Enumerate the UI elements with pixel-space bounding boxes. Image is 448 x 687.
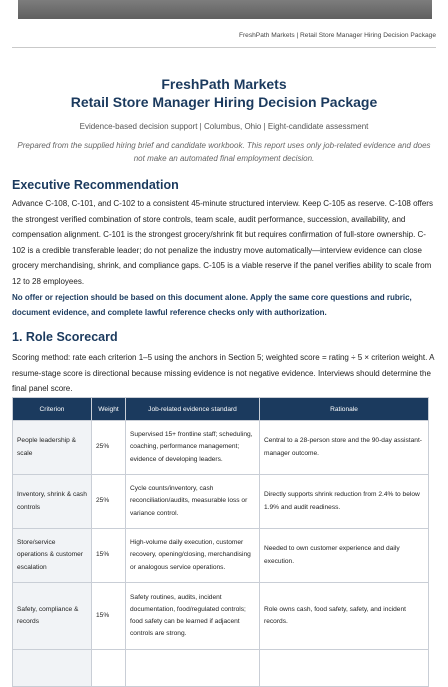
column-header-criterion: Criterion	[13, 398, 92, 421]
table-row	[13, 650, 429, 687]
weight-cell: 25%	[92, 475, 126, 529]
rationale-cell: Needed to own customer experience and daily execution.	[260, 529, 429, 583]
criterion-cell: Inventory, shrink & cash controls	[13, 475, 92, 529]
column-header-standard: Job-related evidence standard	[126, 398, 260, 421]
rationale-cell: Role owns cash, food safety, safety, and incident records.	[260, 583, 429, 650]
weight-cell: 25%	[92, 421, 126, 475]
criterion-cell: Safety, compliance & records	[13, 583, 92, 650]
standard-cell: Supervised 15+ frontline staff; scheduling, coaching, performance management; evidence of developing leaders.	[126, 421, 260, 475]
running-header: FreshPath Markets | Retail Store Manager Hiring Decision Package	[238, 32, 436, 39]
table-header-row	[13, 398, 429, 421]
table-row	[13, 583, 429, 650]
header-divider	[12, 47, 436, 48]
standard-cell: High-volume daily execution, customer recovery, opening/closing, merchandising or analogous service operations.	[126, 529, 260, 583]
weight-cell	[92, 650, 126, 687]
column-header-weight: Weight	[92, 398, 126, 421]
rationale-cell: Central to a 28-person store and the 90-day assistant-manager outcome.	[260, 421, 429, 475]
table-row	[13, 529, 429, 583]
column-header-rationale: Rationale	[260, 398, 429, 421]
criterion-cell	[13, 650, 92, 687]
executive-paragraph: Advance C-108, C-101, and C-102 to a consistent 45-minute structured interview. Keep C-105 as reserve. C-108 offers the strongest verified combination of store controls, team scale, audit performance, succession, availability, and compensation alignment. C-101 is the strongest grocery/shrink fit but requires confirmation of full-store ownership. C-102 is a credible transferable leader; do not penalize the industry move automatically—interview evidence can close grocery merchandising, shrink, and compliance gaps. C-105 is a viable reserve if the panel verifies ability to scale from 12 to 28 employees.	[12, 199, 433, 286]
executive-warning: No offer or rejection should be based on this document alone. Apply the same core questions and rubric, document evidence, and complete lawful reference checks only with authorization.	[12, 293, 412, 317]
table-row	[13, 475, 429, 529]
role-scorecard-table	[12, 397, 429, 687]
prepared-note: Prepared from the supplied hiring brief and candidate workbook. This report uses only job-related evidence and does not make an automated final employment decision.	[17, 141, 431, 163]
rationale-cell: Directly supports shrink reduction from 2.4% to below 1.9% and audit readiness.	[260, 475, 429, 529]
scoring-method: Scoring method: rate each criterion 1–5 using the anchors in Section 5; weighted score = rating ÷ 5 × criterion weight. A resume-stage score is directional because missing evidence is not negative evidence. Interviews should determine the final panel score.	[12, 353, 434, 394]
standard-cell: Cycle counts/inventory, cash reconciliation/audits, measurable loss or variance control.	[126, 475, 260, 529]
window-top-bar	[18, 0, 432, 19]
executive-heading: Executive Recommendation	[12, 178, 179, 192]
document-title-company: FreshPath Markets	[161, 76, 287, 92]
document-title: Retail Store Manager Hiring Decision Package	[70, 94, 378, 110]
document-subtitle: Evidence-based decision support | Columbus, Ohio | Eight-candidate assessment	[79, 122, 369, 131]
criterion-cell: Store/service operations & customer escalation	[13, 529, 92, 583]
scorecard-heading: 1. Role Scorecard	[12, 330, 118, 344]
criterion-cell: People leadership & scale	[13, 421, 92, 475]
standard-cell: Safety routines, audits, incident documentation, food/regulated controls; food safety can be learned if adjacent controls are strong.	[126, 583, 260, 650]
standard-cell	[126, 650, 260, 687]
table-row	[13, 421, 429, 475]
rationale-cell	[260, 650, 429, 687]
weight-cell: 15%	[92, 529, 126, 583]
weight-cell: 15%	[92, 583, 126, 650]
